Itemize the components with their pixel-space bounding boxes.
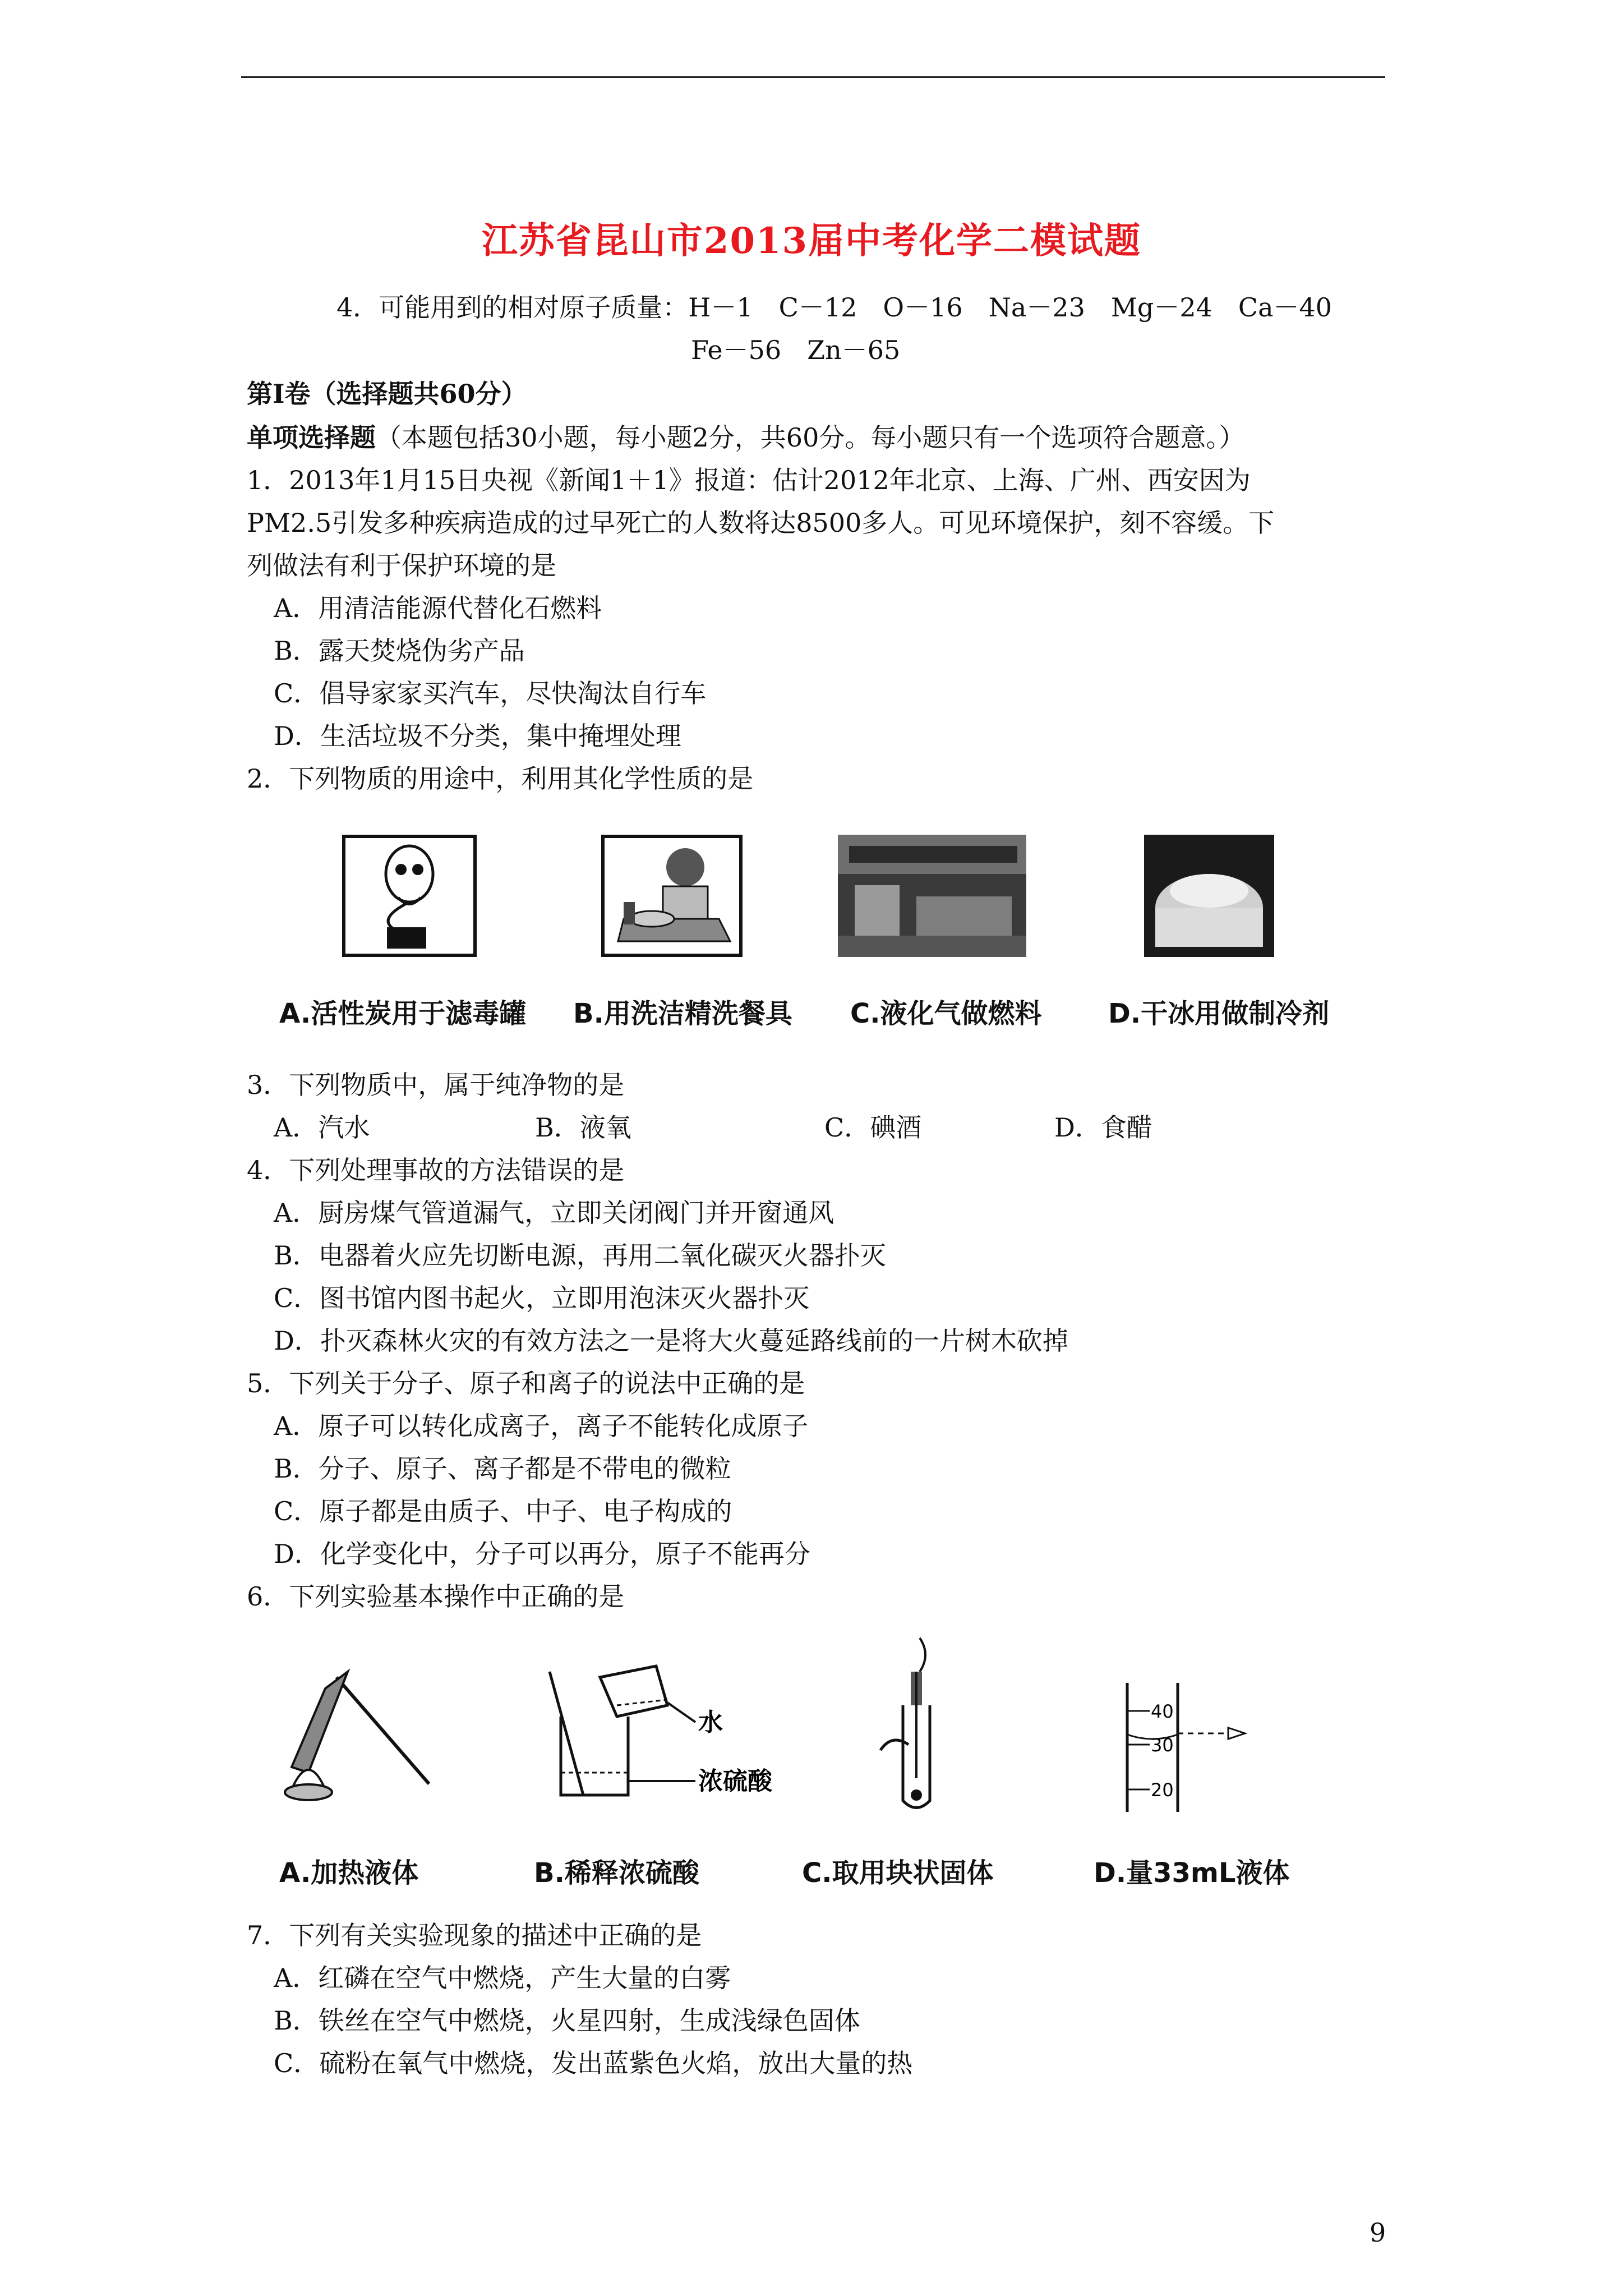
q5-option-a: A．原子可以转化成离子，离子不能转化成原子 [274,1411,809,1441]
q1-stem-line2: PM2.5引发多种疾病造成的过早死亡的人数将达8500多人。可见环境保护，刻不容缓。下 [247,508,1275,538]
tick-30: 30 [1151,1734,1174,1756]
tick-40: 40 [1151,1701,1174,1722]
q6-caption-b: B.稀释浓硫酸 [534,1857,699,1889]
q4-option-b: B．电器着火应先切断电源，再用二氧化碳灭火器扑灭 [274,1240,886,1271]
q4-option-d: D．扑灭森林火灾的有效方法之一是将大火蔓延路线前的一片树木砍掉 [274,1326,1068,1356]
q1-option-d: D．生活垃圾不分类，集中掩埋处理 [274,721,681,751]
section-title: 第Ⅰ卷（选择题共60分） [247,379,527,409]
q1-option-b: B．露天焚烧伪劣产品 [274,636,525,666]
q6-stem: 6．下列实验基本操作中正确的是 [247,1581,625,1612]
q2-caption-d: D.干冰用做制冷剂 [1108,998,1330,1029]
q7-option-c: C．硫粉在氧气中燃烧，发出蓝紫色火焰，放出大量的热 [274,2048,913,2078]
q4-stem: 4．下列处理事故的方法错误的是 [247,1155,625,1185]
q6-caption-c: C.取用块状固体 [802,1857,994,1889]
heating-liquid-diagram [269,1655,437,1806]
solid-sampling-diagram [858,1632,970,1818]
q3-stem: 3．下列物质中，属于纯净物的是 [247,1070,625,1100]
gas-station-image [838,835,1026,957]
q3-option-c: C．碘酒 [824,1112,922,1143]
q4-option-a: A．厨房煤气管道漏气，立即关闭阀门并开窗通风 [274,1198,834,1228]
page-number: 9 [1370,2217,1386,2248]
q3-option-d: D．食醋 [1054,1112,1152,1143]
dry-ice-image [1144,835,1274,957]
atomic-mass-note-line1: 4．可能用到的相对原子质量：H－1 C－12 O－16 Na－23 Mg－24 Ca－40 [336,292,1332,323]
gas-mask-image [342,835,477,957]
q3-option-a: A．汽水 [274,1112,370,1143]
instruction-rest: （本题包括30小题，每小题2分，共60分。每小题只有一个选项符合题意。） [376,422,1245,453]
q6-caption-d: D.量33mL液体 [1094,1857,1290,1889]
q4-option-c: C．图书馆内图书起火，立即用泡沫灭火器扑灭 [274,1283,810,1313]
label-water: 水 [698,1708,723,1737]
q1-option-c: C．倡导家家买汽车，尽快淘汰自行车 [274,678,707,708]
q7-stem: 7．下列有关实验现象的描述中正确的是 [247,1920,702,1950]
q1-stem-line1: 1．2013年1月15日央视《新闻1＋1》报道：估计2012年北京、上海、广州、西安因为 [247,465,1251,495]
graduated-cylinder-diagram [1116,1677,1251,1818]
q6-caption-a: A.加热液体 [279,1857,419,1889]
q1-stem-line3: 列做法有利于保护环境的是 [247,550,556,581]
q2-stem: 2．下列物质的用途中，利用其化学性质的是 [247,763,754,794]
q2-caption-c: C.液化气做燃料 [850,998,1042,1029]
dishwashing-image [601,835,743,957]
q7-option-a: A．红磷在空气中燃烧，产生大量的白雾 [274,1963,731,1993]
q1-option-a: A．用清洁能源代替化石燃料 [274,593,602,623]
atomic-mass-note-line2: Fe－56 Zn－65 [691,335,901,365]
q5-option-d: D．化学变化中，分子可以再分，原子不能再分 [274,1539,810,1569]
tick-20: 20 [1151,1779,1174,1801]
q3-option-b: B．液氧 [535,1112,631,1143]
q5-stem: 5．下列关于分子、原子和离子的说法中正确的是 [247,1368,805,1398]
q5-option-b: B．分子、原子、离子都是不带电的微粒 [274,1453,731,1484]
q5-option-c: C．原子都是由质子、中子、电子构成的 [274,1496,732,1526]
q2-caption-a: A.活性炭用于滤毒罐 [279,998,527,1029]
q2-caption-b: B.用洗洁精洗餐具 [573,998,792,1029]
label-acid: 浓硫酸 [698,1767,772,1796]
header-rule [241,76,1385,78]
exam-title: 江苏省昆山市2013届中考化学二模试题 [481,220,1142,262]
section-instruction [247,421,1244,454]
q7-option-b: B．铁丝在空气中燃烧，火星四射，生成浅绿色固体 [274,2005,860,2036]
instruction-bold: 单项选择题 [247,422,376,453]
dilute-acid-diagram [527,1660,772,1806]
